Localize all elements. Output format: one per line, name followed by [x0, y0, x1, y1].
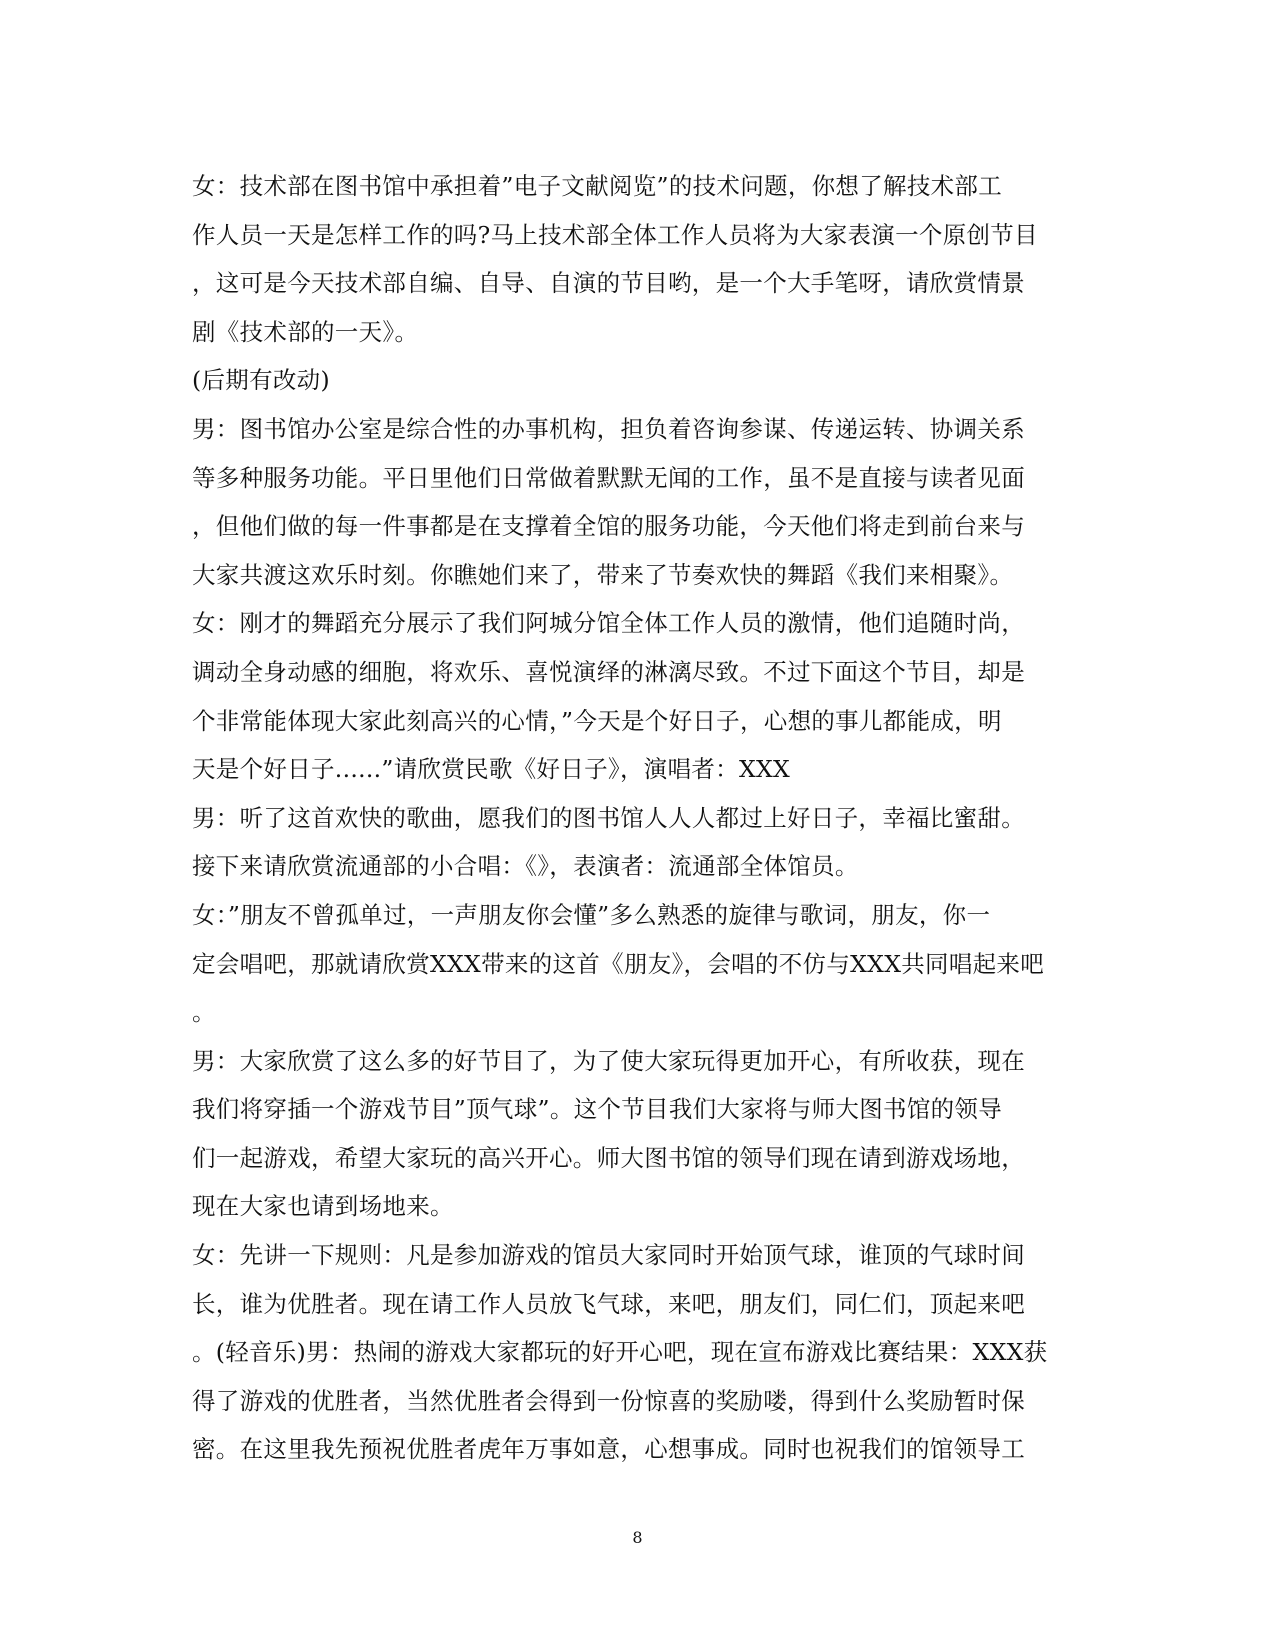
text-line: 接下来请欣赏流通部的小合唱：《》，表演者：流通部全体馆员。 — [192, 852, 859, 881]
text-line: 得了游戏的优胜者，当然优胜者会得到一份惊喜的奖励喽，得到什么奖励暂时保 — [192, 1386, 1025, 1415]
text-line: 调动全身动感的细胞，将欢乐、喜悦演绎的淋漓尽致。不过下面这个节目，却是 — [192, 657, 1025, 686]
text-line: 。 — [192, 998, 216, 1027]
text-line: 。(轻音乐)男：热闹的游戏大家都玩的好开心吧，现在宣布游戏比赛结果：XXX获 — [192, 1338, 1048, 1367]
text-line: 剧《技术部的一天》。 — [192, 317, 419, 346]
text-line: ，但他们做的每一件事都是在支撑着全馆的服务功能，今天他们将走到前台来与 — [192, 512, 1025, 541]
text-line: 男：图书馆办公室是综合性的办事机构，担负着咨询参谋、传递运转、协调关系 — [192, 414, 1025, 443]
text-line: 密。在这里我先预祝优胜者虎年万事如意，心想事成。同时也祝我们的馆领导工 — [192, 1435, 1025, 1464]
text-line: 定会唱吧，那就请欣赏XXX带来的这首《朋友》，会唱的不仿与XXX共同唱起来吧 — [192, 949, 1045, 978]
text-line: 女：技术部在图书馆中承担着”电子文献阅览”的技术问题，你想了解技术部工 — [192, 172, 1003, 200]
text-line: 男：听了这首欢快的歌曲，愿我们的图书馆人人人都过上好日子，幸福比蜜甜。 — [192, 803, 1025, 832]
text-line: 长，谁为优胜者。现在请工作人员放飞气球，来吧，朋友们，同仁们，顶起来吧 — [192, 1289, 1025, 1318]
text-line: 天是个好日子......”请欣赏民歌《好日子》，演唱者：XXX — [192, 755, 791, 784]
text-line: 男：大家欣赏了这么多的好节目了，为了使大家玩得更加开心，有所收获，现在 — [192, 1046, 1025, 1075]
text-line: (后期有改动) — [192, 366, 330, 395]
text-line: 等多种服务功能。平日里他们日常做着默默无闻的工作，虽不是直接与读者见面 — [192, 463, 1025, 492]
text-line: 女：先讲一下规则：凡是参加游戏的馆员大家同时开始顶气球，谁顶的气球时间 — [192, 1241, 1025, 1270]
text-line: 女：”朋友不曾孤单过，一声朋友你会懂”多么熟悉的旋律与歌词，朋友，你一 — [192, 900, 991, 929]
text-line: 作人员一天是怎样工作的吗?马上技术部全体工作人员将为大家表演一个原创节目 — [192, 220, 1038, 249]
text-line: 大家共渡这欢乐时刻。你瞧她们来了，带来了节奏欢快的舞蹈《我们来相聚》。 — [192, 560, 1014, 589]
text-line: 女：刚才的舞蹈充分展示了我们阿城分馆全体工作人员的激情，他们追随时尚， — [192, 609, 1025, 638]
body-text — [192, 162, 1092, 1474]
text-line: 现在大家也请到场地来。 — [192, 1192, 454, 1221]
page-number: 8 — [632, 1528, 643, 1547]
text-line: ，这可是今天技术部自编、自导、自演的节目哟，是一个大手笔呀，请欣赏情景 — [192, 269, 1025, 298]
text-line: 我们将穿插一个游戏节目”顶气球”。这个节目我们大家将与师大图书馆的领导 — [192, 1095, 1003, 1124]
text-line: 们一起游戏，希望大家玩的高兴开心。师大图书馆的领导们现在请到游戏场地， — [192, 1143, 1025, 1172]
text-line: 个非常能体现大家此刻高兴的心情，”今天是个好日子，心想的事儿都能成，明 — [192, 706, 1002, 735]
